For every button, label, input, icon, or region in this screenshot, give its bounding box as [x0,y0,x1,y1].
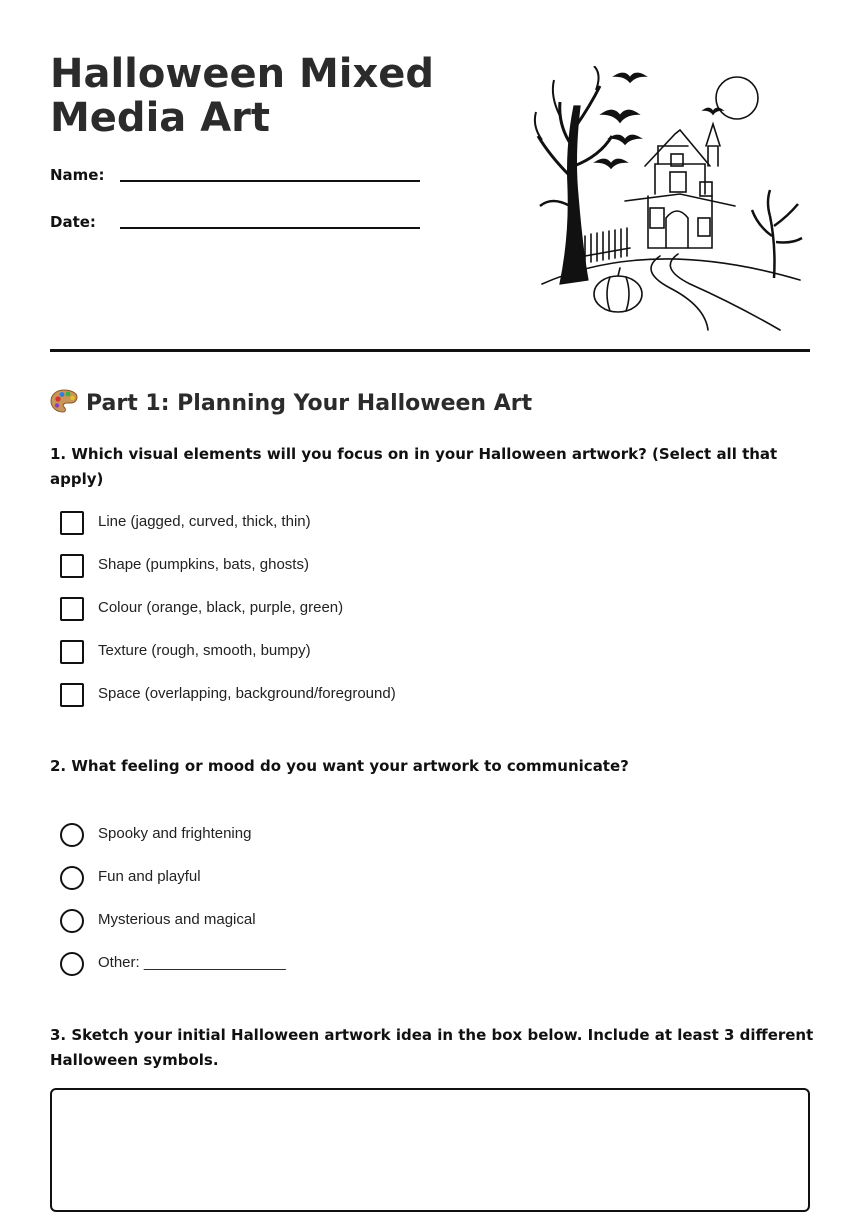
tree-icon [535,66,612,284]
section-divider [50,349,810,352]
bat-icon [704,108,722,114]
option-label: Colour (orange, black, purple, green) [98,599,344,616]
question-2: 2. What feeling or mood do you want your artwork to communicate? [50,757,629,775]
option-label: Line (jagged, curved, thick, thin) [98,513,311,530]
option-label: Fun and playful [98,868,201,885]
option-label: Other: _________________ [98,954,286,971]
house-icon [625,124,735,248]
sketch-box[interactable] [50,1088,810,1212]
bat-icon [596,159,626,168]
tree-icon [752,190,802,278]
checkbox[interactable] [60,554,84,578]
name-line[interactable] [120,180,420,182]
part1-heading [50,388,532,420]
part1-heading-text: Part 1: Planning Your Halloween Art [86,391,533,416]
haunted-house-illustration [530,66,810,336]
date-label: Date: [50,213,96,231]
checkbox[interactable] [60,683,84,707]
palette-icon [50,388,78,420]
option-label: Mysterious and magical [98,911,256,928]
option-label: Shape (pumpkins, bats, ghosts) [98,556,309,573]
option-label: Space (overlapping, background/foreground) [98,685,396,702]
radio-button[interactable] [60,866,84,890]
checkbox[interactable] [60,597,84,621]
radio-button[interactable] [60,909,84,933]
worksheet-title: Halloween Mixed Media Art [50,51,435,141]
bat-icon [610,135,640,144]
radio-button[interactable] [60,952,84,976]
bat-icon [602,110,638,122]
pumpkin-icon [594,268,642,312]
checkbox[interactable] [60,511,84,535]
moon-icon [716,77,758,119]
date-line[interactable] [120,227,420,229]
option-label: Texture (rough, smooth, bumpy) [98,642,311,659]
question-1: 1. Which visual elements will you focus on in your Halloween artwork? (Select all that apply) [50,445,778,488]
question-3: 3. Sketch your initial Halloween artwork idea in the box below. Include at least 3 different Halloween symbols. [50,1026,814,1069]
bat-icon [615,73,645,82]
name-label: Name: [50,166,105,184]
radio-button[interactable] [60,823,84,847]
checkbox[interactable] [60,640,84,664]
option-label: Spooky and frightening [98,825,252,842]
